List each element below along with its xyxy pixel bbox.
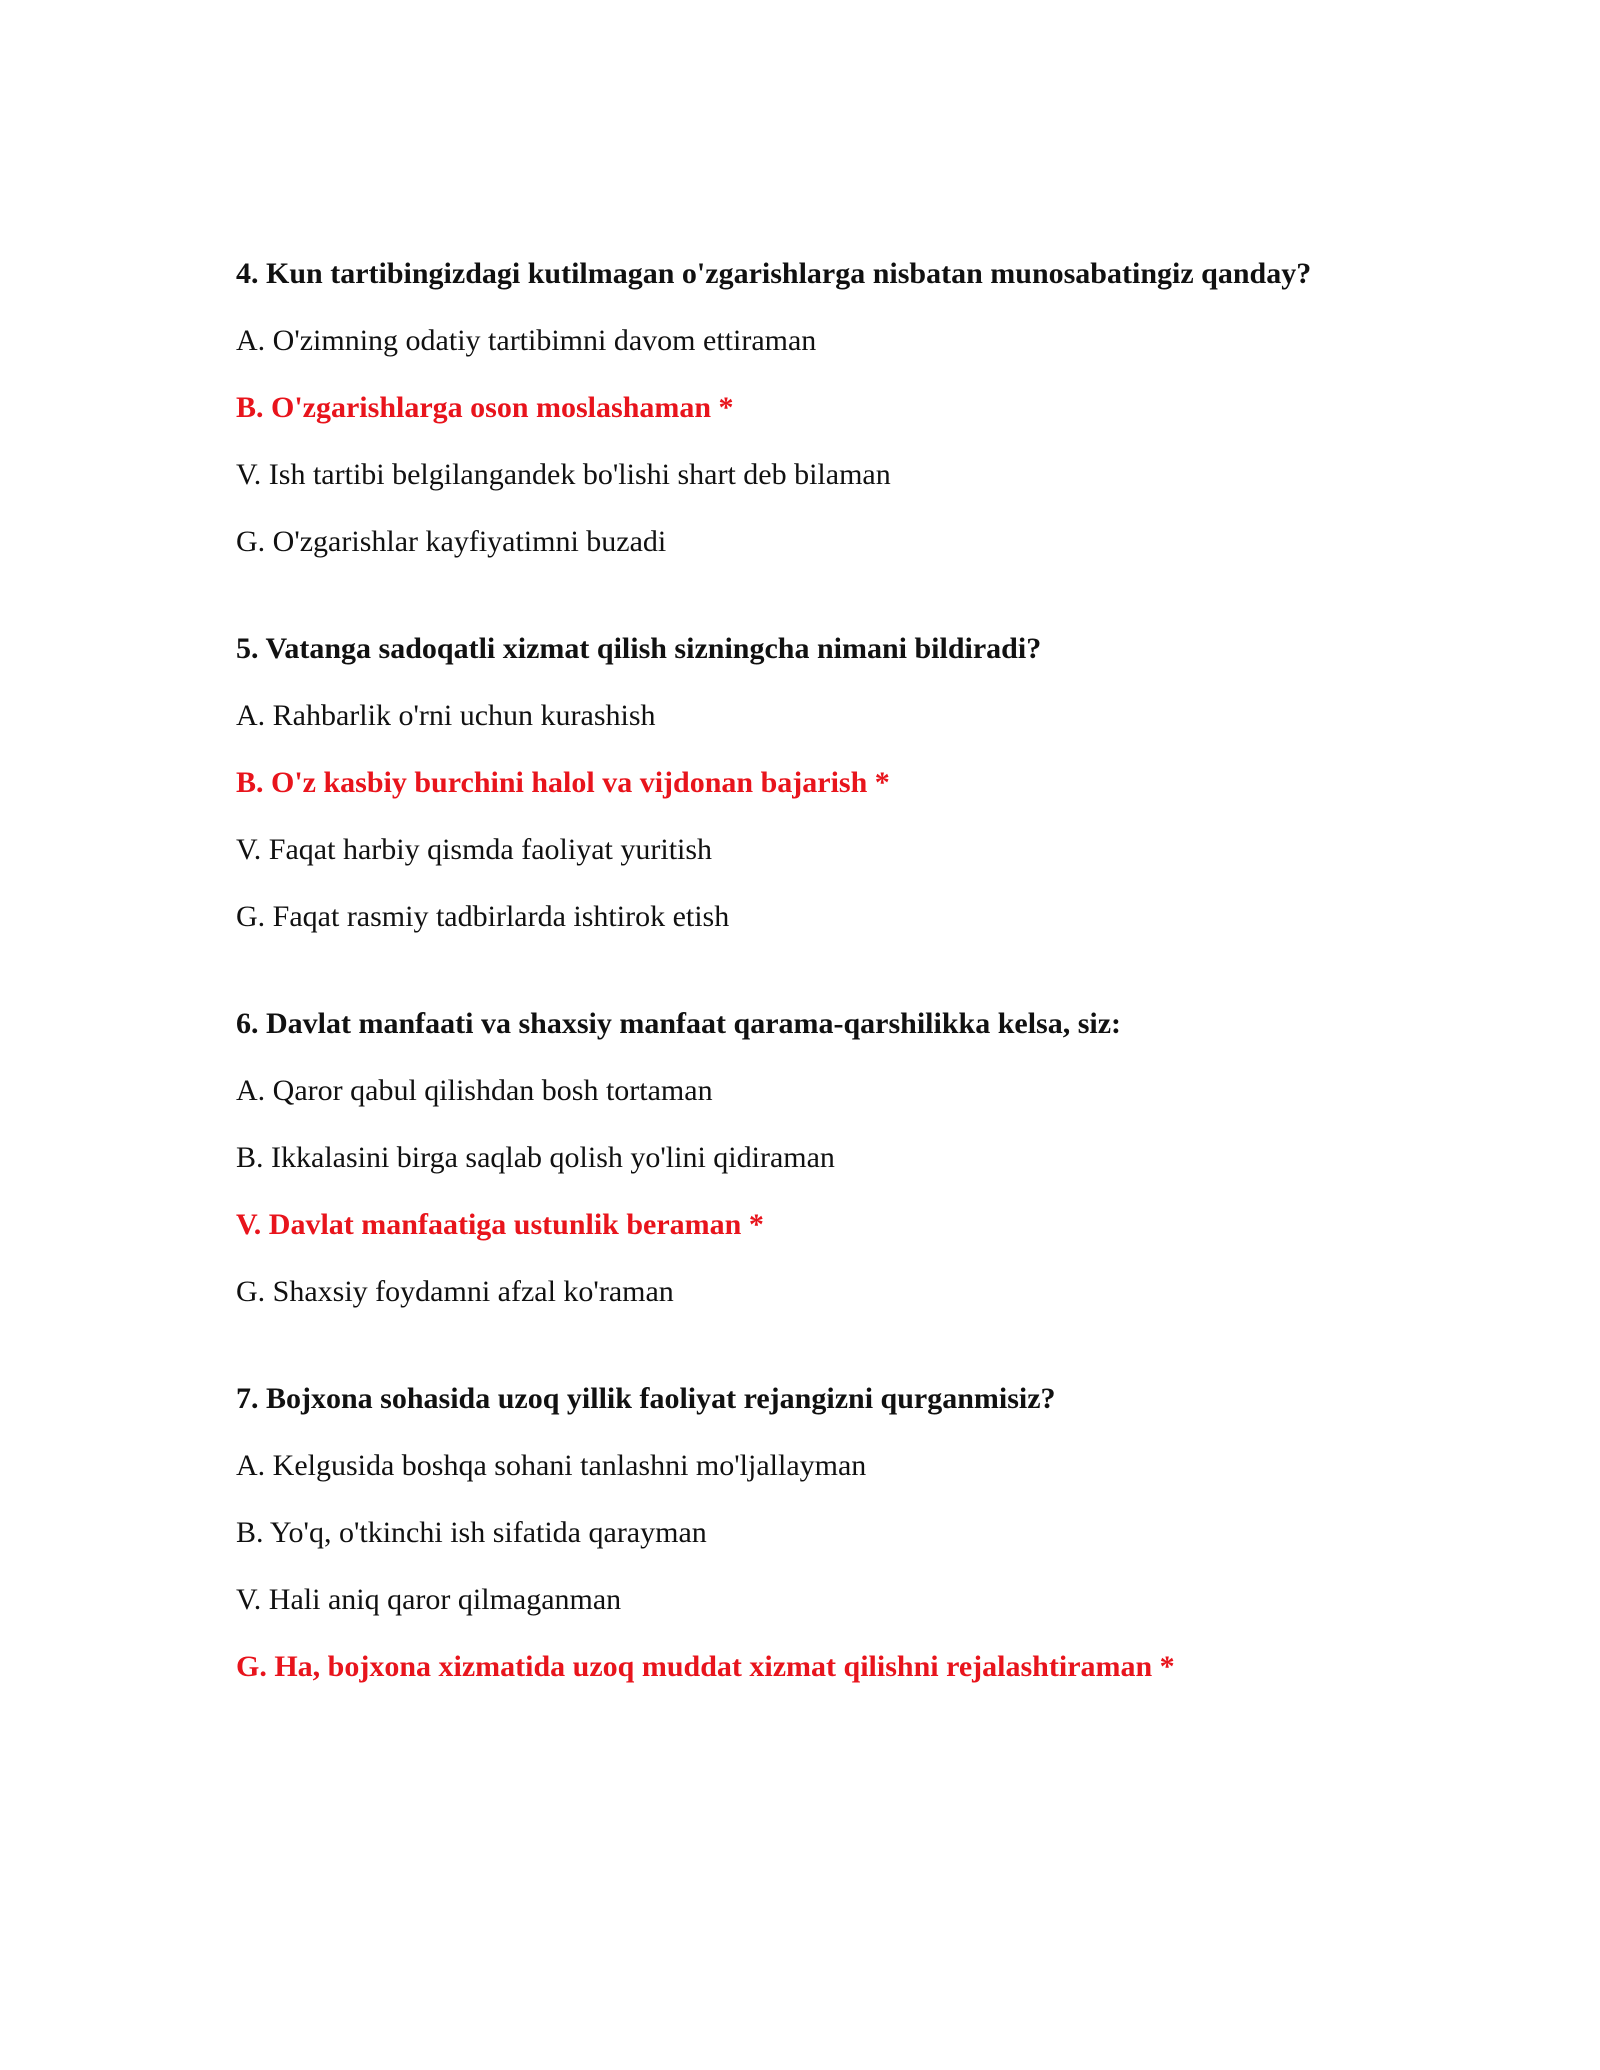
option-g: G. Faqat rasmiy tadbirlarda ishtirok etish	[236, 900, 730, 933]
option-b-correct: B. O'z kasbiy burchini halol va vijdonan bajarish *	[236, 766, 890, 799]
question-6	[236, 1004, 1436, 1312]
question-7	[236, 1379, 1436, 1687]
quiz-content	[236, 254, 1436, 1754]
option-g: G. O'zgarishlar kayfiyatimni buzadi	[236, 525, 667, 558]
option-b-correct: B. O'zgarishlarga oson moslashaman *	[236, 391, 734, 424]
option-a: A. Kelgusida boshqa sohani tanlashni mo'ljallayman	[236, 1449, 867, 1482]
option-g: G. Shaxsiy foydamni afzal ko'raman	[236, 1275, 674, 1308]
question-title: 7. Bojxona sohasida uzoq yillik faoliyat rejangizni qurganmisiz?	[236, 1382, 1056, 1415]
option-b: B. Yo'q, o'tkinchi ish sifatida qarayman	[236, 1516, 707, 1549]
option-a: A. O'zimning odatiy tartibimni davom ettiraman	[236, 324, 817, 357]
option-v: V. Faqat harbiy qismda faoliyat yuritish	[236, 833, 713, 866]
option-a: A. Rahbarlik o'rni uchun kurashish	[236, 699, 656, 732]
option-v: V. Hali aniq qaror qilmaganman	[236, 1583, 622, 1616]
question-title: 5. Vatanga sadoqatli xizmat qilish sizningcha nimani bildiradi?	[236, 632, 1042, 665]
question-title: 4. Kun tartibingizdagi kutilmagan o'zgarishlarga nisbatan munosabatingiz qanday?	[236, 257, 1312, 290]
option-v-correct: V. Davlat manfaatiga ustunlik beraman *	[236, 1208, 764, 1241]
question-4	[236, 254, 1436, 562]
option-v: V. Ish tartibi belgilangandek bo'lishi shart deb bilaman	[236, 458, 891, 491]
option-b: B. Ikkalasini birga saqlab qolish yo'lini qidiraman	[236, 1141, 835, 1174]
option-a: A. Qaror qabul qilishdan bosh tortaman	[236, 1074, 713, 1107]
question-5	[236, 629, 1436, 937]
question-title: 6. Davlat manfaati va shaxsiy manfaat qarama-qarshilikka kelsa, siz:	[236, 1007, 1122, 1040]
option-g-correct: G. Ha, bojxona xizmatida uzoq muddat xizmat qilishni rejalashtiraman *	[236, 1650, 1175, 1683]
